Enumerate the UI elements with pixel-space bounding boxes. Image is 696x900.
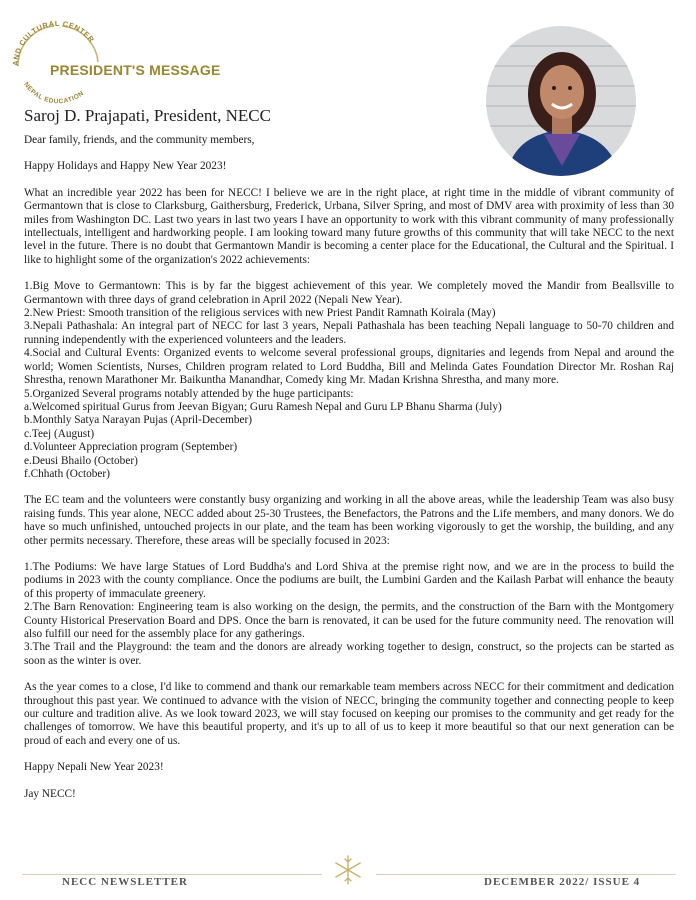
svg-text:AND CULTURAL CENTER: AND CULTURAL CENTER <box>10 18 97 67</box>
list-item: 2.New Priest: Smooth transition of the religious services with new Priest Pandit Ramnath Koirala (May) <box>24 307 496 320</box>
list-item: 1.The Podiums: We have large Statues of Lord Buddha's and Lord Shiva at the premise right now, and we are in the process to build the podiums in 2023 with the county compliance. Once the podiums are built, the Lumbini Garden and the Kailash Parbat will enhance the beauty of this property of immaculate greenery. <box>24 560 674 600</box>
sign-greeting: Happy Nepali New Year 2023! <box>24 761 164 774</box>
list-item: 5.Organized Several programs notably attended by the huge participants: <box>24 387 354 400</box>
newsletter-footer <box>0 860 696 900</box>
svg-text:NEPAL EDUCATION: NEPAL EDUCATION <box>22 81 86 106</box>
footer-divider-left <box>22 874 322 875</box>
list-item: e.Deusi Bhailo (October) <box>24 454 138 467</box>
necc-logo <box>4 6 108 110</box>
ec-team-paragraph: The EC team and the volunteers were constantly busy organizing and working in all the above areas, while the leadership Team was also busy raising funds. This year alone, NECC added about 25-30 Trustees, the Benefactors, the Patrons and the Life members, and many donors. We do have so much unfinished, untouched projects in our plate, and the team has been working vigorously to get the worship, the building, and any other permits necessary. Therefore, these areas will be specially focused in 2023: <box>24 494 674 547</box>
list-item: 1.Big Move to Germantown: This is by far the biggest achievement of this year. We completely moved the Mandir from Beallsville to Germantown with three days of grand celebration in April 2022 (Nepali New Year). <box>24 280 674 306</box>
page-title: PRESIDENT'S MESSAGE <box>50 62 221 78</box>
snowflake-icon <box>332 854 364 886</box>
list-item: a.Welcomed spiritual Gurus from Jeevan Bigyan; Guru Ramesh Nepal and Guru LP Bhanu Sharma (July) <box>24 400 502 413</box>
president-name: Saroj D. Prajapati, President, NECC <box>24 106 271 125</box>
closing-paragraph: As the year comes to a close, I'd like to commend and thank our remarkable team members across NECC for their commitment and dedication throughout this past year. We continued to advance with the vision of NECC, bringing the community together and connecting people to keep our culture and tradition alive. As we look toward 2023, we will stay focused on keeping our promises to the community and get ready for the challenges of tomorrow. We have this beautiful property, and it's up to all of us to keep it more beautiful so that our next generation can be proud of each and every one of us. <box>24 681 674 747</box>
list-item: 2.The Barn Renovation: Engineering team is also working on the design, the permits, and the construction of the Barn with the Montgomery County Historical Preservation Board and DPS. Once the barn is renovated, it can be used for the future community need. The renovation will also fulfill our need for the assembly place for any gatherings. <box>24 601 674 640</box>
list-item: 3.Nepali Pathashala: An integral part of NECC for last 3 years, Nepali Pathashala has been teaching Nepali language to 50-70 children and running independently with the experienced volunteers and the leaders. <box>24 320 674 346</box>
letter-body <box>24 134 674 801</box>
list-item: b.Monthly Satya Narayan Pujas (April-December) <box>24 414 253 427</box>
focus-areas-list <box>24 561 674 668</box>
greeting: Happy Holidays and Happy New Year 2023! <box>24 160 227 173</box>
sign-off: Jay NECC! <box>24 787 76 800</box>
list-item: 4.Social and Cultural Events: Organized events to welcome several professional groups, dignitaries and legends from Nepal and around the world; Women Scientists, Nurses, Children program related to Lord Buddha, Bill and Melinda Gates Foundation Director Mr. Roshan Raj Shrestha, renown Marathoner Mr. Baikuntha Manandhar, Comedy king Mr. Madan Krishna Shrestha, and many more. <box>24 347 674 387</box>
list-item: 3.The Trail and the Playground: the team and the donors are already working together to design, construct, so the projects can be started as soon as the winter is over. <box>24 641 674 667</box>
list-item: c.Teej (August) <box>24 427 95 440</box>
salutation: Dear family, friends, and the community members, <box>24 134 255 146</box>
list-item: d.Volunteer Appreciation program (September) <box>24 441 238 454</box>
footer-issue: DECEMBER 2022/ ISSUE 4 <box>484 876 641 888</box>
list-item: f.Chhath (October) <box>24 467 110 480</box>
achievements-list <box>24 280 674 481</box>
footer-divider-right <box>376 874 676 875</box>
footer-newsletter-name: NECC NEWSLETTER <box>62 876 188 888</box>
intro-paragraph: What an incredible year 2022 has been for NECC! I believe we are in the right place, at right time in the middle of vibrant community of Germantown that is close to Clarksburg, Gaithersburg, Frederick, Urbana, Silver Spring, and most of DMV area with proximity of less than 30 miles from Washington DC. Last two years in last two years I have an opportunity to work with this vibrant community of many professionally intellectuals, intelligent and hardworking people. I am looking toward many future growths of this community that will take NECC to the next level in the future. There is no doubt that Germantown Mandir is becoming a center place for the Educational, the Cultural and the Spiritual. I like to highlight some of the organization's 2022 achievements: <box>24 186 674 266</box>
